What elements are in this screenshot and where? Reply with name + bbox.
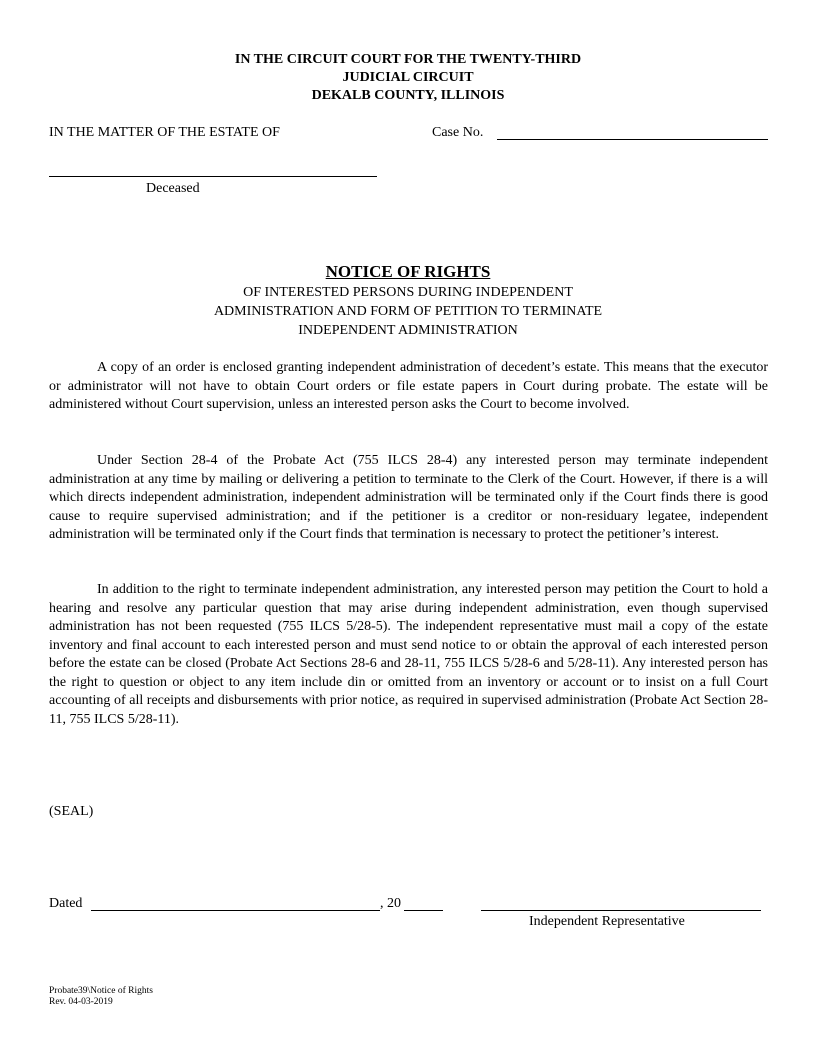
case-number-field[interactable] — [497, 139, 768, 140]
form-id: Probate39\Notice of Rights — [49, 986, 153, 996]
notice-subtitle-line-2: ADMINISTRATION AND FORM OF PETITION TO TERMINATE — [213, 304, 603, 319]
court-heading-line-1: IN THE CIRCUIT COURT FOR THE TWENTY-THIRD — [234, 52, 582, 67]
representative-signature-field[interactable] — [481, 910, 761, 911]
deceased-label: Deceased — [146, 181, 200, 196]
notice-subtitle-line-1: OF INTERESTED PERSONS DURING INDEPENDENT — [243, 285, 573, 300]
paragraph-3: In addition to the right to terminate independent administration, any interested person may petition the Court to hold a hearing and resolve any particular question that may arise during independent administration, even though supervised administration has not been requested (755 ILCS 5/28-5). The independent representative must mail a copy of the estate inventory and final account to each interested person and must send notice to or obtain the approval of each interested person before the estate can be closed (Probate Act Sections 28-6 and 28-11, 755 ILCS 5/28-6 and 5/28-11). Any interested person has the right to question or object to any item include din or omitted from an inventory or account or to insist on a full Court accounting of all receipts and disbursements with prior notice, as required in supervised administration (Probate Act Section 28-11, 755 ILCS 5/28-11). — [49, 582, 768, 727]
dated-label: Dated — [49, 896, 83, 911]
court-heading-line-2: JUDICIAL CIRCUIT — [342, 70, 474, 85]
notice-subtitle-line-3: INDEPENDENT ADMINISTRATION — [298, 323, 518, 338]
form-revision: Rev. 04-03-2019 — [49, 997, 113, 1007]
paragraph-1: A copy of an order is enclosed granting independent administration of decedent’s estate. This means that the executor or administrator will not have to obtain Court orders or file estate papers in Court during probate. The estate will be administered without Court supervision, unless an interested person asks the Court to become involved. — [49, 360, 768, 412]
decedent-name-field[interactable] — [49, 176, 377, 177]
representative-label: Independent Representative — [529, 914, 685, 929]
seal-placeholder: (SEAL) — [49, 804, 94, 819]
paragraph-2: Under Section 28-4 of the Probate Act (755 ILCS 28-4) any interested person may terminate independent administration at any time by mailing or delivering a petition to terminate to the Clerk of the Court. However, if there is a will which directs independent administration, independent administration will be terminated only if the Court finds there is good cause to require supervised administration; and if the petitioner is a creditor or non-residuary legatee, independent administration will be terminated only if the Court finds that termination is necessary to protect the petitioner’s interest. — [49, 453, 768, 542]
estate-matter-label: IN THE MATTER OF THE ESTATE OF — [49, 125, 280, 140]
year-prefix: , 20 — [380, 896, 401, 911]
court-heading-line-3: DEKALB COUNTY, ILLINOIS — [311, 88, 505, 103]
date-field[interactable] — [91, 910, 380, 911]
case-number-label: Case No. — [432, 125, 484, 140]
year-field[interactable] — [404, 910, 443, 911]
notice-title: NOTICE OF RIGHTS — [325, 262, 491, 281]
